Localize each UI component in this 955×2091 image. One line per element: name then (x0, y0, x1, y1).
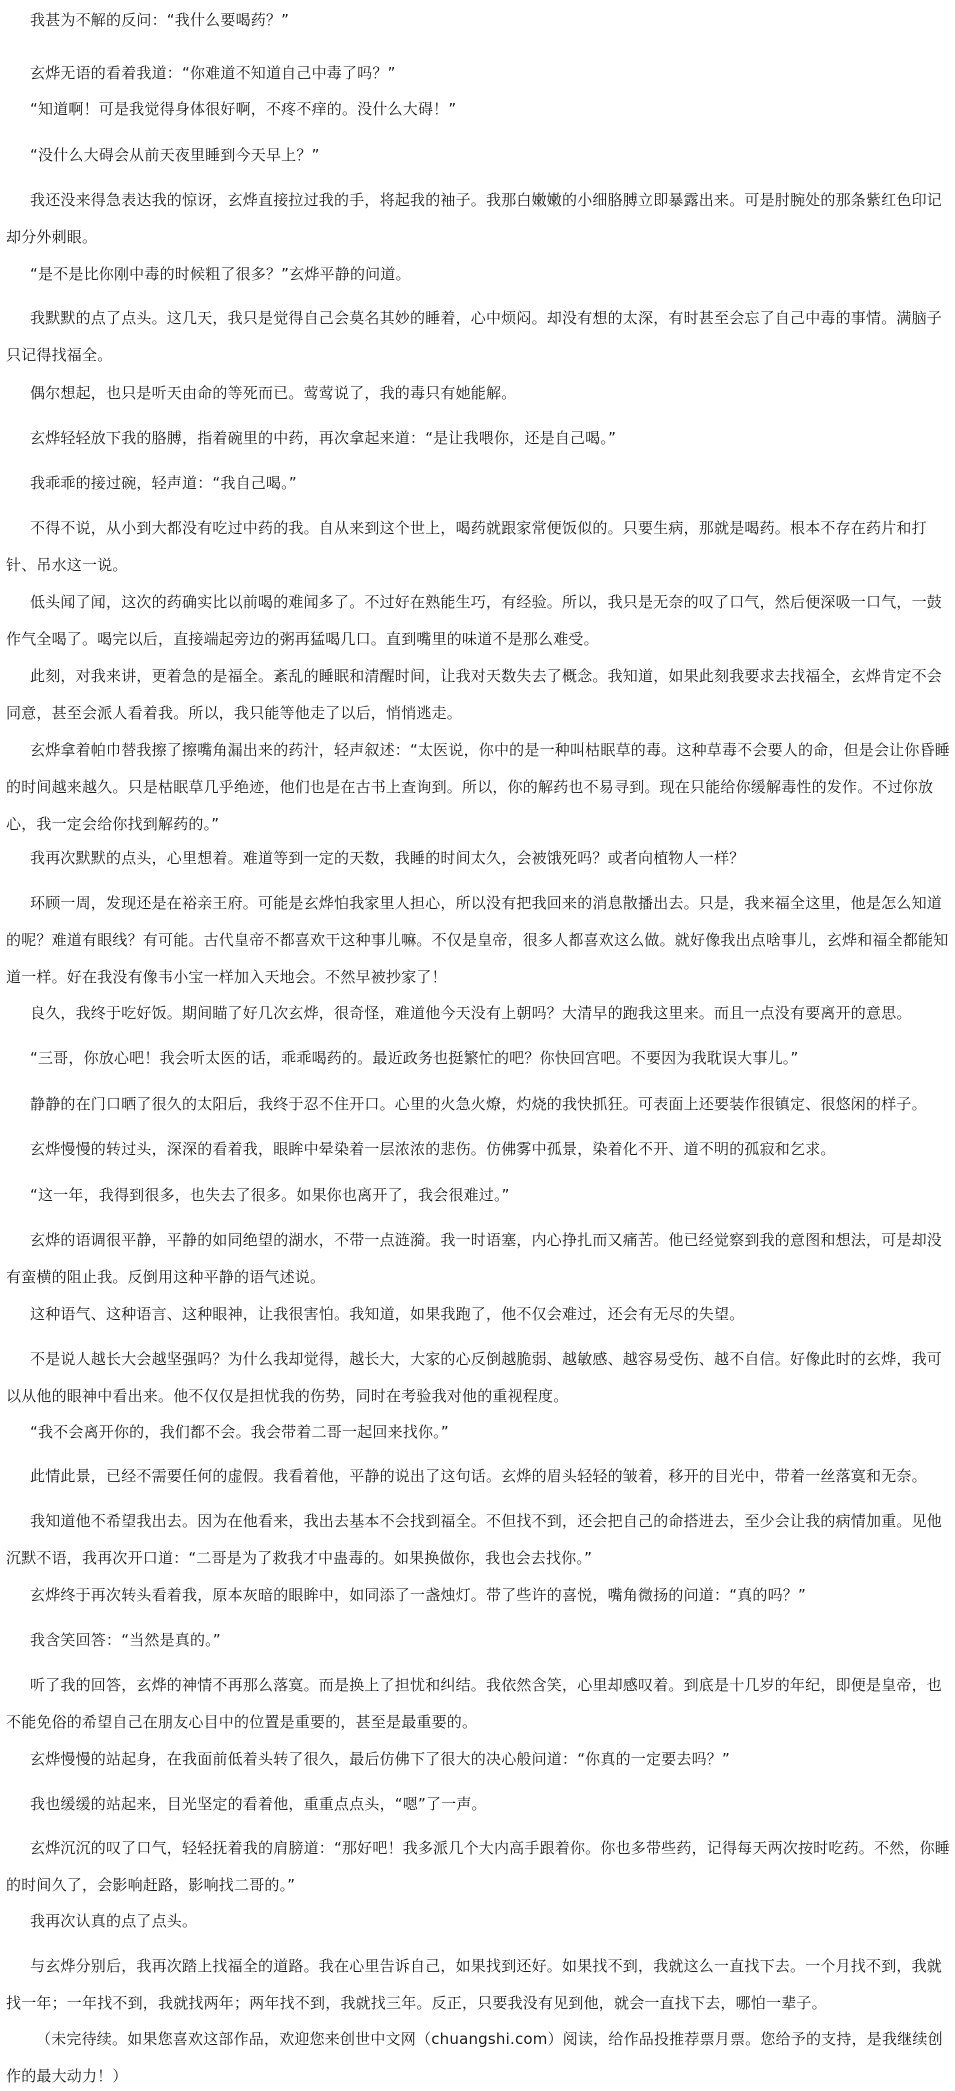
paragraph-21: “这一年，我得到很多，也失去了很多。如果你也离开了，我会很难过。” (30, 1186, 510, 1204)
paragraph-13: 此刻，对我来讲，更着急的是福全。紊乱的睡眠和清醒时间，让我对天数失去了概念。我知道，如果此刻我要求去找福全，玄烨肯定不会同意，甚至会派人看着我。所以，我只能等他走了以后，悄悄逃走。 (6, 667, 943, 722)
paragraph-23: 这种语气、这种语言、这种眼神，让我很害怕。我知道，如果我跑了，他不仅会难过，还会有无尽的失望。 (30, 1305, 745, 1323)
note-text-end: ）阅读，给作品投推荐票月票。您给予的支持，是我继续创作的最大动力！） (6, 2030, 943, 2085)
paragraph-29: 我含笑回答：“当然是真的。” (30, 1631, 221, 1649)
paragraph-28: 玄烨终于再次转头看着我，原本灰暗的眼眸中，如同添了一盏烛灯。带了些许的喜悦，嘴角微扬的问道：“真的吗？” (30, 1586, 806, 1604)
paragraph-4: “没什么大碍会从前天夜里睡到今天早上？” (30, 146, 320, 164)
paragraph-20: 玄烨慢慢的转过头，深深的看着我，眼眸中晕染着一层浓浓的悲伤。仿佛雾中孤景，染着化不开、道不明的孤寂和乞求。 (30, 1140, 836, 1158)
paragraph-32: 我也缓缓的站起来，目光坚定的看着他，重重点点头，“嗯”了一声。 (30, 1795, 487, 1813)
paragraph-30: 听了我的回答，玄烨的神情不再那么落寞。而是换上了担忧和纠结。我依然含笑，心里却感叹着。到底是十几岁的年纪，即便是皇帝，也不能免俗的希望自己在朋友心目中的位置是重要的，甚至是最重要的。 (6, 1676, 943, 1731)
paragraph-27: 我知道他不希望我出去。因为在他看来，我出去基本不会找到福全。不但找不到，还会把自己的命搭进去，至少会让我的病情加重。见他沉默不语，我再次开口道：“二哥是为了救我才中蛊毒的。如果换做你，我也会去找你。” (6, 1512, 943, 1567)
paragraph-25: “我不会离开你的，我们都不会。我会带着二哥一起回来找你。” (30, 1423, 449, 1441)
paragraph-12: 低头闻了闻，这次的药确实比以前喝的难闻多了。不过好在熟能生巧，有经验。所以，我只是无奈的叹了口气，然后便深吸一口气，一鼓作气全喝了。喝完以后，直接端起旁边的粥再猛喝几口。直到嘴里的味道不是那么难受。 (6, 593, 943, 648)
paragraph-6: “是不是比你刚中毒的时候粗了很多？”玄烨平静的问道。 (30, 265, 411, 283)
paragraph-31: 玄烨慢慢的站起身，在我面前低着头转了很久，最后仿佛下了很大的决心般问道：“你真的一定要去吗？” (30, 1750, 730, 1768)
paragraph-5: 我还没来得急表达我的惊讶，玄烨直接拉过我的手，将起我的袖子。我那白嫩嫩的小细胳膊立即暴露出来。可是肘腕处的那条紫红色印记却分外刺眼。 (6, 191, 943, 246)
paragraph-18: “三哥，你放心吧！我会听太医的话，乖乖喝药的。最近政务也挺繁忙的吧？你快回宫吧。不要因为我耽误大事儿。” (30, 1049, 799, 1067)
paragraph-1: 我甚为不解的反问：“我什么要喝药？” (30, 11, 290, 29)
paragraph-35: 与玄烨分别后，我再次踏上找福全的道路。我在心里告诉自己，如果找到还好。如果找不到，我就这么一直找下去。一个月找不到，我就找一年；一年找不到，我就找两年；两年找不到，我就找三年。反正，只要我没有见到他，就会一直找下去，哪怕一辈子。 (6, 1957, 943, 2012)
paragraph-14: 玄烨拿着帕巾替我擦了擦嘴角漏出来的药汁，轻声叙述：“太医说，你中的是一种叫枯眠草的毒。这种草毒不会要人的命，但是会让你昏睡的时间越来越久。只是枯眠草几乎绝迹，他们也是在古书上查询到。所以，你的解药也不易寻到。现在只能给你缓解毒性的发作。不过你放心，我一定会给你找到解药的。” (6, 741, 950, 833)
site-link[interactable]: chuangshi.com (431, 2030, 548, 2048)
paragraph-2: 玄烨无语的看着我道：“你难道不知道自己中毒了吗？” (30, 64, 396, 82)
continuation-note (6, 2021, 950, 2091)
paragraph-24: 不是说人越长大会越坚强吗？为什么我却觉得，越长大，大家的心反倒越脆弱、越敏感、越容易受伤、越不自信。好像此时的玄烨，我可以从他的眼神中看出来。他不仅仅是担忧我的伤势，同时在考验我对他的重视程度。 (6, 1350, 943, 1405)
paragraph-3: “知道啊！可是我觉得身体很好啊，不疼不痒的。没什么大碍！” (30, 100, 457, 118)
paragraph-9: 玄烨轻轻放下我的胳膊，指着碗里的中药，再次拿起来道：“是让我喂你，还是自己喝。” (30, 429, 617, 447)
note-text-start: （未完待续。如果您喜欢这部作品，欢迎您来创世中文网（ (36, 2030, 432, 2048)
paragraph-34: 我再次认真的点了点头。 (30, 1912, 198, 1930)
paragraph-10: 我乖乖的接过碗，轻声道：“我自己喝。” (30, 474, 297, 492)
paragraph-8: 偶尔想起，也只是听天由命的等死而已。莺莺说了，我的毒只有她能解。 (30, 384, 517, 402)
paragraph-16: 环顾一周，发现还是在裕亲王府。可能是玄烨怕我家里人担心，所以没有把我回来的消息散播出去。只是，我来福全这里，他是怎么知道的呢？难道有眼线？有可能。古代皇帝不都喜欢干这种事儿嘛。不仅是皇帝，很多人都喜欢这么做。就好像我出点啥事儿，玄烨和福全都能知道一样。好在我没有像韦小宝一样加入天地会。不然早被抄家了！ (6, 894, 949, 986)
paragraph-19: 静静的在门口晒了很久的太阳后，我终于忍不住开口。心里的火急火燎，灼烧的我快抓狂。可表面上还要装作很镇定、很悠闲的样子。 (30, 1095, 927, 1113)
paragraph-7: 我默默的点了点头。这几天，我只是觉得自己会莫名其妙的睡着，心中烦闷。却没有想的太深，有时甚至会忘了自己中毒的事情。满脑子只记得找福全。 (6, 309, 943, 364)
paragraph-11: 不得不说，从小到大都没有吃过中药的我。自从来到这个世上，喝药就跟家常便饭似的。只要生病，那就是喝药。根本不存在药片和打针、吊水这一说。 (6, 519, 927, 574)
paragraph-22: 玄烨的语调很平静，平静的如同绝望的湖水，不带一点涟漪。我一时语塞，内心挣扎而又痛苦。他已经觉察到我的意图和想法，可是却没有蛮横的阻止我。反倒用这种平静的语气述说。 (6, 1231, 943, 1286)
paragraph-26: 此情此景，已经不需要任何的虚假。我看着他，平静的说出了这句话。玄烨的眉头轻轻的皱着，移开的目光中，带着一丝落寞和无奈。 (30, 1467, 927, 1485)
paragraph-33: 玄烨沉沉的叹了口气，轻轻抚着我的肩膀道：“那好吧！我多派几个大内高手跟着你。你也多带些药，记得每天两次按时吃药。不然，你睡的时间久了，会影响赶路，影响找二哥的。” (6, 1839, 950, 1894)
paragraph-17: 良久，我终于吃好饭。期间瞄了好几次玄烨，很奇怪，难道他今天没有上朝吗？大清早的跑我这里来。而且一点没有要离开的意思。 (30, 1004, 912, 1022)
paragraph-15: 我再次默默的点头，心里想着。难道等到一定的天数，我睡的时间太久，会被饿死吗？或者向植物人一样？ (30, 849, 745, 867)
